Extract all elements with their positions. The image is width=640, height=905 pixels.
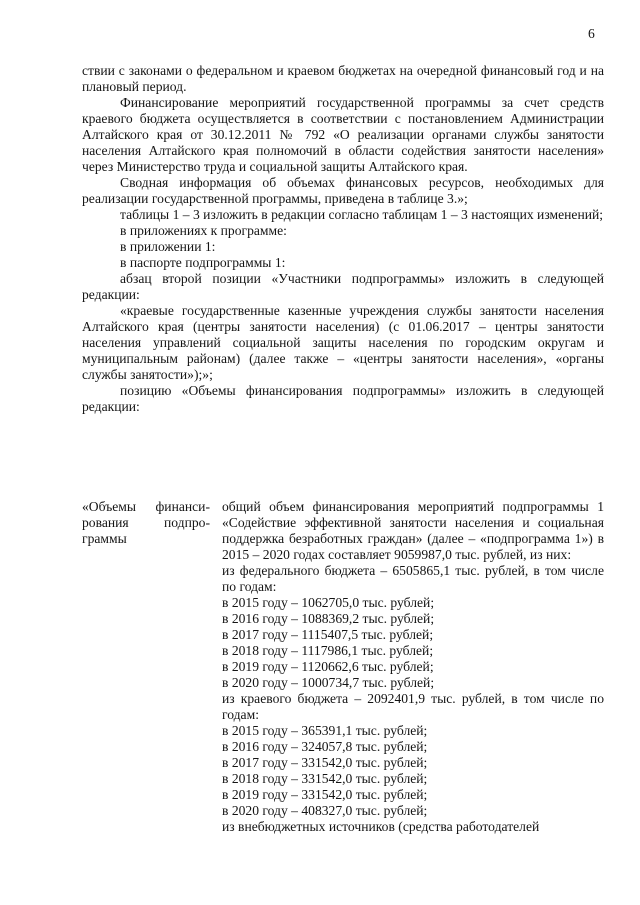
financing-details: [222, 499, 604, 835]
extrabudget-header: из внебюджетных источников (средства работодателей: [222, 819, 540, 834]
federal-year-2015: в 2015 году – 1062705,0 тыс. рублей;: [222, 595, 435, 610]
paragraph-appendices: в приложениях к программе:: [120, 223, 287, 238]
federal-year-2018: в 2018 году – 1117986,1 тыс. рублей;: [222, 643, 434, 658]
federal-header: из федерального бюджета – 6505865,1 тыс. рублей, в том числе по годам:: [222, 563, 604, 594]
paragraph-tables: таблицы 1 – 3 изложить в редакции согласно таблицам 1 – 3 настоящих изменений;: [120, 207, 604, 222]
paragraph-passport: в паспорте подпрограммы 1:: [120, 255, 286, 270]
regional-year-2020: в 2020 году – 408327,0 тыс. рублей;: [222, 803, 428, 818]
financing-label: «Объемы финансирования подпрограммы: [82, 499, 210, 546]
financing-intro: общий объем финансирования мероприятий подпрограммы 1 «Содействие эффективной занятости населения и социальная поддержка безработных граждан» (далее – «подпрограмма 1») в 2015 – 2020 годах составляет 9059987,0 тыс. рублей, из них:: [222, 499, 604, 562]
federal-year-2017: в 2017 году – 1115407,5 тыс. рублей;: [222, 627, 434, 642]
page-number: 6: [588, 26, 595, 41]
financing-table: [82, 499, 604, 835]
paragraph-participants: абзац второй позиции «Участники подпрограммы» изложить в следующей редакции:: [82, 271, 604, 302]
paragraph-participants-text: «краевые государственные казенные учреждения службы занятости населения Алтайского края (центры занятости населения) (с 01.06.2017 – центры занятости населения управлений социальной защиты населения по городским округам и муниципальным районам) (далее также – «центры занятости населения», «органы службы занятости»);»;: [82, 303, 604, 382]
paragraph-position: позицию «Объемы финансирования подпрограммы» изложить в следующей редакции:: [82, 383, 604, 414]
federal-year-2020: в 2020 году – 1000734,7 тыс. рублей;: [222, 675, 435, 690]
regional-year-2019: в 2019 году – 331542,0 тыс. рублей;: [222, 787, 428, 802]
paragraph-financing: Финансирование мероприятий государственной программы за счет средств краевого бюджета осуществляется в соответствии с постановлением Администрации Алтайского края от 30.12.2011 № 792 «О реализации органами службы занятости населения Алтайского края полномочий в области содействия занятости населения» через Министерство труда и социальной защиты Алтайского края.: [82, 95, 604, 174]
paragraph-appendix-1: в приложении 1:: [120, 239, 216, 254]
paragraph-continuation: ствии с законами о федеральном и краевом бюджетах на очередной финансовый год и на плановый период.: [82, 63, 604, 94]
regional-year-2016: в 2016 году – 324057,8 тыс. рублей;: [222, 739, 428, 754]
federal-year-2016: в 2016 году – 1088369,2 тыс. рублей;: [222, 611, 435, 626]
regional-year-2017: в 2017 году – 331542,0 тыс. рублей;: [222, 755, 428, 770]
regional-year-2018: в 2018 году – 331542,0 тыс. рублей;: [222, 771, 428, 786]
document-body: [82, 63, 604, 415]
federal-year-2019: в 2019 году – 1120662,6 тыс. рублей;: [222, 659, 434, 674]
regional-header: из краевого бюджета – 2092401,9 тыс. рублей, в том числе по годам:: [222, 691, 604, 722]
paragraph-summary: Сводная информация об объемах финансовых ресурсов, необходимых для реализации государственной программы, приведена в таблице 3.»;: [82, 175, 604, 206]
regional-year-2015: в 2015 году – 365391,1 тыс. рублей;: [222, 723, 428, 738]
